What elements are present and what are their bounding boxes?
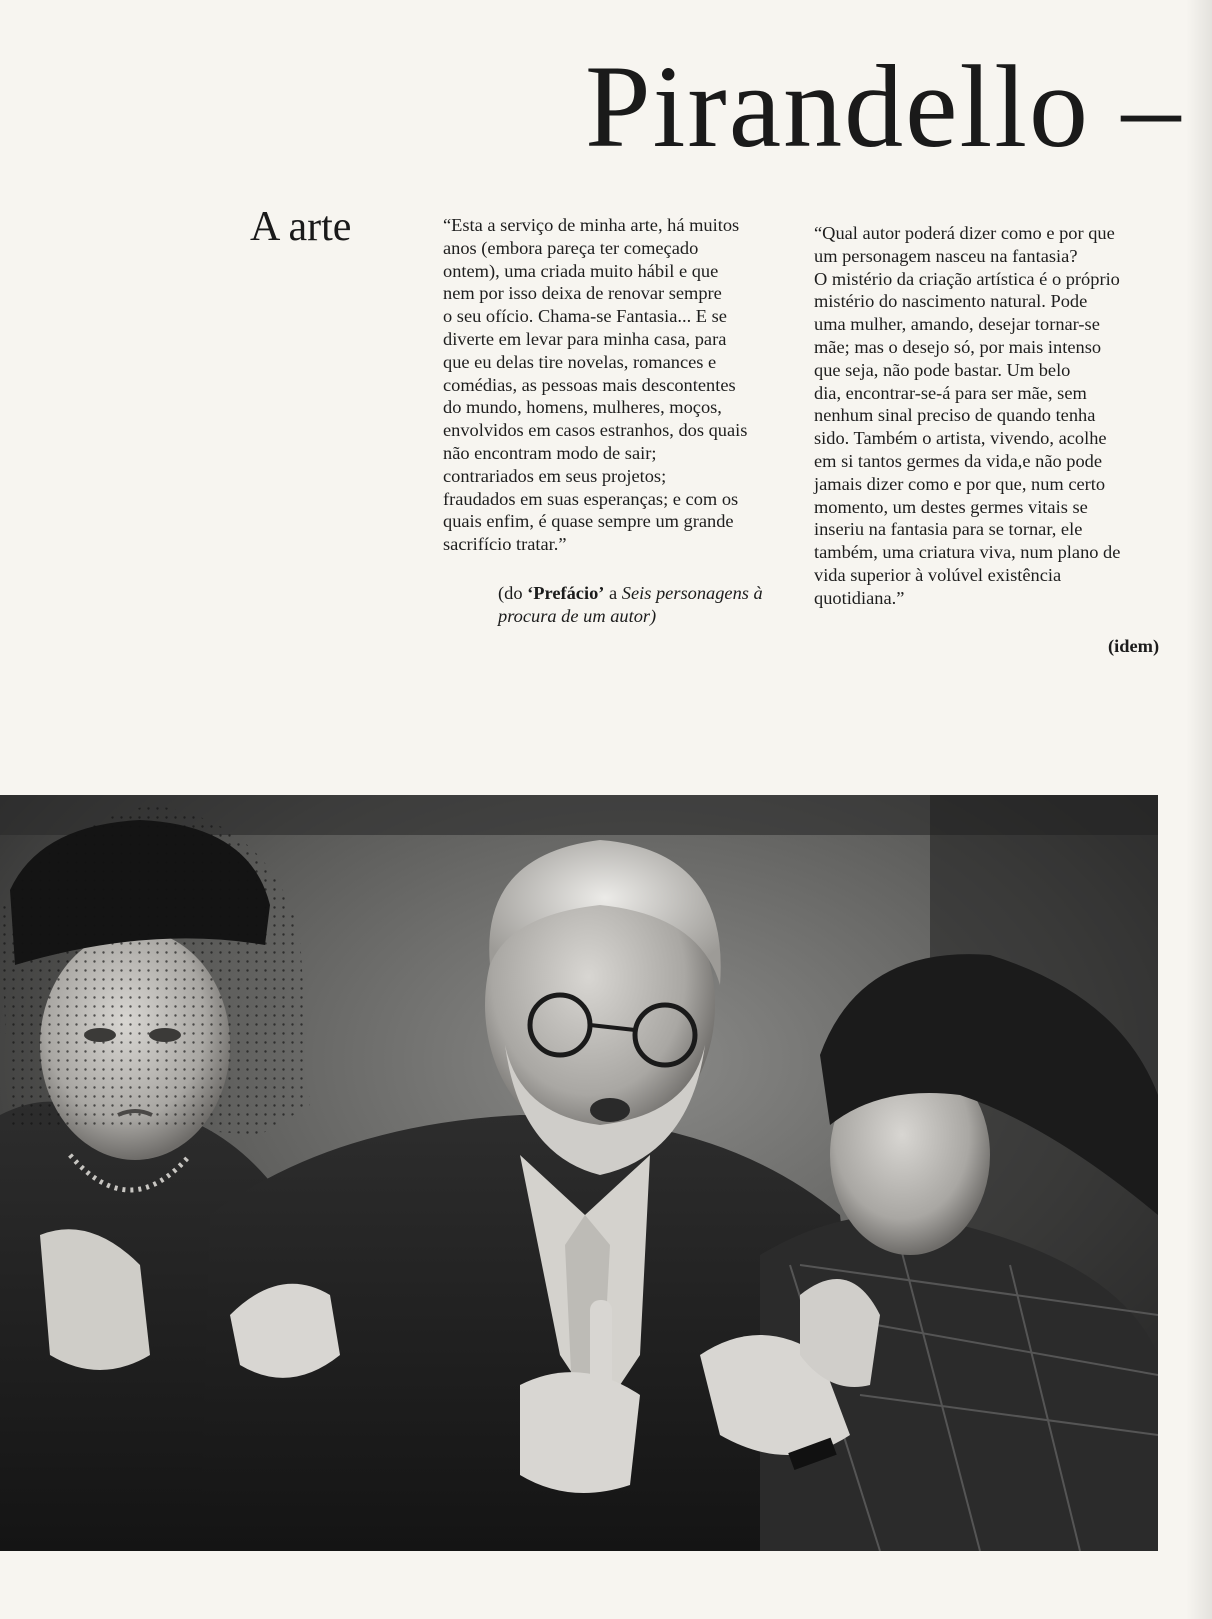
quote-line: do mundo, homens, mulheres, moços,	[443, 397, 722, 418]
quote-line: sido. Também o artista, vivendo, acolhe	[814, 428, 1107, 449]
quote-line: contrariados em seus projetos;	[443, 465, 667, 486]
quote-1-citation	[498, 582, 763, 628]
quote-line: mistério do nascimento natural. Pode	[814, 291, 1088, 312]
quote-column-1	[443, 214, 803, 556]
photo-illustration	[0, 795, 1158, 1551]
quote-line: também, uma criatura viva, num plano de	[814, 542, 1121, 563]
quote-line: que seja, não pode bastar. Um belo	[814, 359, 1071, 380]
quote-line: quais enfim, é quase sempre um grande	[443, 511, 734, 532]
quote-line: nenhum sinal preciso de quando tenha	[814, 405, 1096, 426]
quote-line: fraudados em suas esperanças; e com os	[443, 488, 739, 509]
quote-line: em si tantos germes da vida,e não pode	[814, 450, 1103, 471]
quote-line: inseriu na fantasia para se tornar, ele	[814, 519, 1083, 540]
citation-bold: ‘Prefácio’	[527, 583, 605, 603]
citation-prefix: (do	[498, 583, 528, 603]
section-title: A arte	[250, 204, 352, 250]
quote-column-2	[814, 222, 1184, 610]
quote-line: jamais dizer como e por que, num certo	[814, 473, 1106, 494]
quote-line: “Esta a serviço de minha arte, há muitos	[443, 215, 740, 235]
quote-line: momento, um destes germes vitais se	[814, 496, 1088, 517]
quote-line: o seu ofício. Chama-se Fantasia... E se	[443, 306, 727, 327]
quote-line: “Qual autor poderá dizer como e por que	[814, 223, 1115, 243]
quote-line: sacrifício tratar.”	[443, 534, 567, 555]
page-title: Pirandello –	[585, 41, 1183, 172]
quote-line: nem por isso deixa de renovar sempre	[443, 283, 722, 304]
quote-line: diverte em levar para minha casa, para	[443, 328, 727, 349]
quote-line: vida superior à volúvel existência	[814, 564, 1062, 585]
citation-middle: a	[604, 583, 622, 603]
quote-line: O mistério da criação artística é o próprio	[814, 268, 1120, 289]
quote-2-citation: (idem)	[1108, 636, 1160, 656]
quote-line: ontem), uma criada muito hábil e que	[443, 260, 719, 281]
page-edge-shadow	[1186, 0, 1212, 1619]
citation-italic-1: Seis personagens à	[621, 583, 763, 603]
quote-line: dia, encontrar-se-á para ser mãe, sem	[814, 382, 1087, 403]
quote-line: quotidiana.”	[814, 587, 905, 608]
quote-line: envolvidos em casos estranhos, dos quais	[443, 420, 748, 441]
quote-line: que eu delas tire novelas, romances e	[443, 351, 717, 372]
quote-line: comédias, as pessoas mais descontentes	[443, 374, 736, 395]
quote-line: mãe; mas o desejo só, por mais intenso	[814, 336, 1102, 357]
quote-line: um personagem nasceu na fantasia?	[814, 245, 1078, 266]
quote-line: uma mulher, amando, desejar tornar-se	[814, 314, 1100, 335]
stage-photograph	[0, 795, 1158, 1551]
citation-italic-2: procura de um autor)	[498, 606, 657, 626]
quote-line: anos (embora pareça ter começado	[443, 237, 699, 258]
quote-line: não encontram modo de sair;	[443, 442, 657, 463]
